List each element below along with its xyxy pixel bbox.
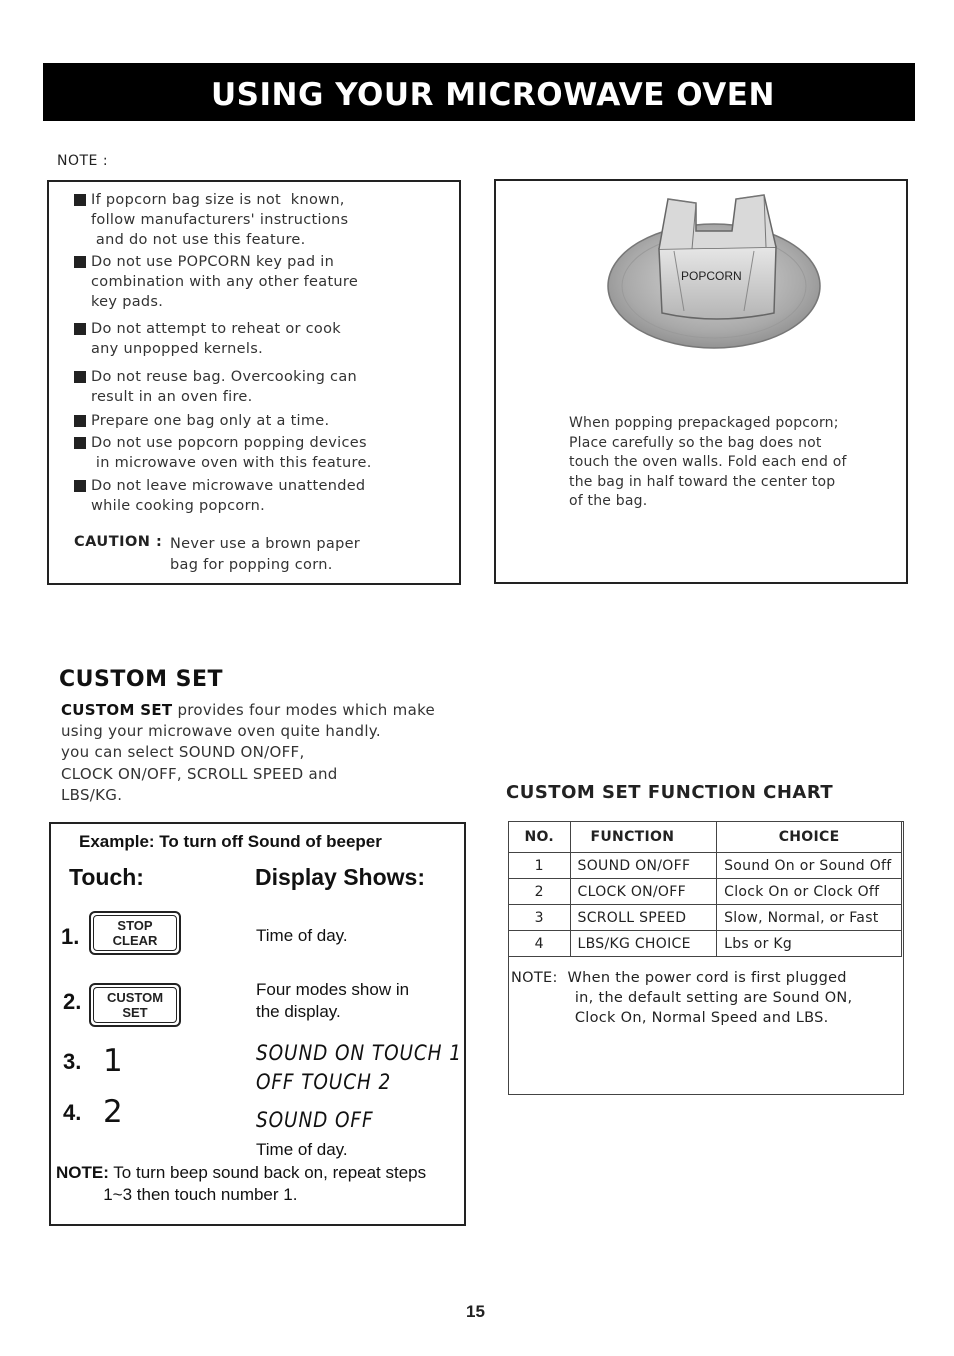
touch-header: Touch:	[69, 864, 144, 890]
black-square-icon	[74, 256, 86, 268]
note-bullet: Prepare one bag only at a time.	[91, 411, 329, 431]
popcorn-illustration-box	[494, 179, 908, 584]
table-row	[509, 879, 902, 905]
example-note-text: To turn beep sound back on, repeat steps 1~3 then touch number 1.	[103, 1163, 427, 1204]
number-key-digit: 2	[103, 1094, 123, 1130]
key-label-line: SET	[122, 1005, 148, 1020]
function-chart-note: NOTE: When the power cord is first plugged in, the default setting are Sound ON, Clock On, Normal Speed and LBS.	[511, 970, 853, 1026]
step-number: 1.	[61, 924, 80, 949]
key-label-line: CUSTOM	[106, 990, 164, 1005]
number-key-digit: 1	[103, 1043, 123, 1079]
popcorn-bag-label: POPCORN	[681, 269, 742, 283]
table-cell: Slow, Normal, or Fast	[717, 905, 902, 931]
table-cell: SCROLL SPEED	[570, 905, 717, 931]
note-bullet: Do not leave microwave unattended while cooking popcorn.	[91, 476, 365, 516]
display-header: Display Shows:	[255, 864, 425, 890]
key-label-line: STOP	[117, 918, 153, 933]
black-square-icon	[74, 415, 86, 427]
column-header: CHOICE	[717, 822, 902, 853]
column-header: NO.	[509, 822, 571, 853]
note-bullet: Do not use popcorn popping devices in microwave oven with this feature.	[91, 433, 372, 473]
note-bullet: Do not use POPCORN key pad in combination with any other feature key pads.	[91, 252, 358, 312]
stop-clear-key	[89, 911, 181, 955]
custom-set-intro-bold: CUSTOM SET	[61, 701, 173, 719]
step-number: 3.	[63, 1049, 82, 1074]
note-label: NOTE :	[57, 153, 109, 169]
table-cell: CLOCK ON/OFF	[570, 879, 717, 905]
lcd-display-text: SOUND ON TOUCH 1 OFF TOUCH 2	[256, 1041, 462, 1094]
page-header-banner	[43, 63, 915, 121]
table-row	[509, 853, 902, 879]
black-square-icon	[74, 480, 86, 492]
note-bullet: Do not reuse bag. Overcooking can result in an oven fire.	[91, 367, 357, 407]
note-bullet: Do not attempt to reheat or cook any unpopped kernels.	[91, 319, 341, 359]
key-label-line: CLEAR	[112, 933, 158, 948]
table-cell: LBS/KG CHOICE	[570, 931, 717, 957]
example-box	[49, 822, 466, 1226]
table-cell: Sound On or Sound Off	[717, 853, 902, 879]
popcorn-notes-box	[47, 180, 461, 585]
custom-set-intro	[61, 700, 435, 806]
black-square-icon	[74, 194, 86, 206]
function-chart-table	[508, 821, 902, 957]
table-row	[509, 905, 902, 931]
black-square-icon	[74, 371, 86, 383]
step-number: 2.	[63, 989, 82, 1014]
note-bullet: If popcorn bag size is not known, follow manufacturers' instructions and do not use this feature.	[91, 190, 348, 250]
page-title: USING YOUR MICROWAVE OVEN	[211, 77, 775, 113]
function-chart-box	[508, 821, 904, 1095]
table-cell: 2	[509, 879, 571, 905]
table-cell: SOUND ON/OFF	[570, 853, 717, 879]
step-display-text: Time of day.	[256, 1140, 348, 1159]
example-note-label: NOTE:	[56, 1163, 109, 1182]
example-title: Example: To turn off Sound of beeper	[79, 832, 382, 851]
table-cell: Clock On or Clock Off	[717, 879, 902, 905]
caution-label: CAUTION :	[74, 534, 163, 550]
page-number: 15	[466, 1302, 485, 1321]
column-header: FUNCTION	[570, 822, 717, 853]
custom-set-intro-text: provides four modes which make using your microwave oven quite handly. you can select SOUND ON/OFF, CLOCK ON/OFF, SCROLL SPEED and LBS/KG.	[61, 701, 436, 804]
black-square-icon	[74, 437, 86, 449]
black-square-icon	[74, 323, 86, 335]
lcd-display-text: SOUND OFF	[256, 1108, 374, 1132]
table-cell: 3	[509, 905, 571, 931]
step-display-text: Four modes show in the display.	[256, 980, 410, 1021]
caution-text: Never use a brown paper bag for popping corn.	[170, 536, 361, 573]
step-number: 4.	[63, 1100, 82, 1125]
table-header-row	[509, 822, 902, 853]
table-cell: Lbs or Kg	[717, 931, 902, 957]
step-display-text: Time of day.	[256, 926, 348, 945]
table-cell: 1	[509, 853, 571, 879]
custom-set-title: CUSTOM SET	[59, 667, 223, 692]
popcorn-caption: When popping prepackaged popcorn; Place carefully so the bag does not touch the oven walls. Fold each end of the bag in half toward the center top of the bag.	[569, 415, 847, 509]
example-note	[56, 1162, 426, 1206]
table-cell: 4	[509, 931, 571, 957]
table-row	[509, 931, 902, 957]
function-chart-title: CUSTOM SET FUNCTION CHART	[506, 782, 834, 803]
custom-set-key	[89, 983, 181, 1027]
